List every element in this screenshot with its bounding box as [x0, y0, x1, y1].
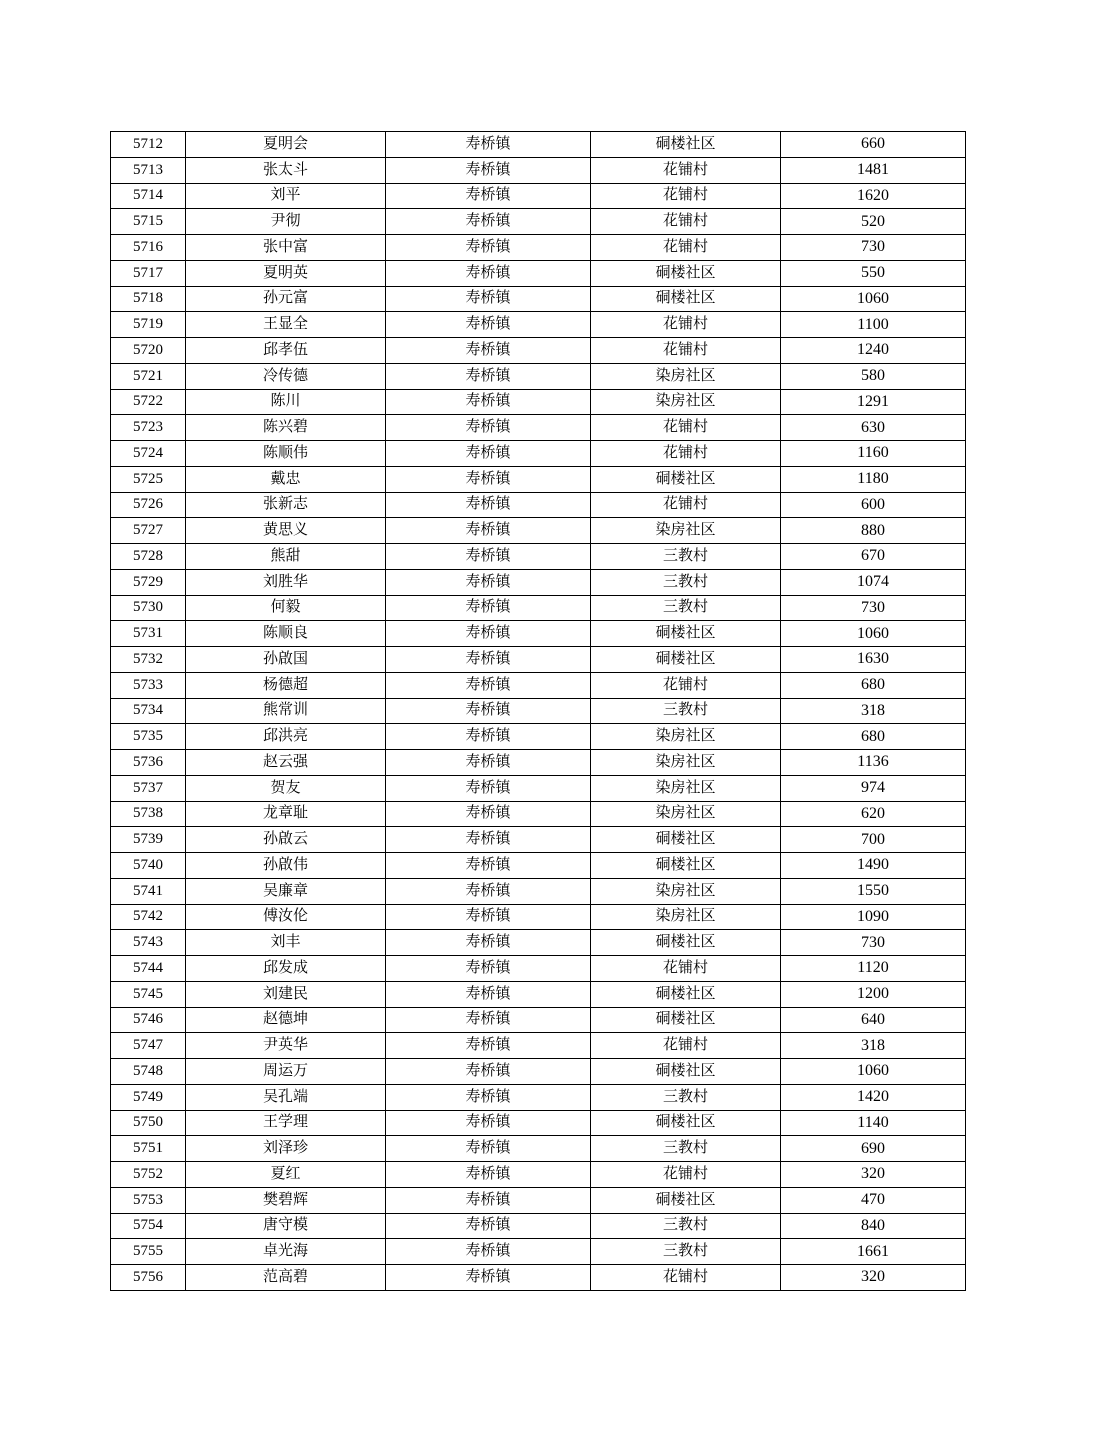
town-cell: 寿桥镇 [386, 775, 591, 801]
table-row [111, 157, 966, 183]
amount-cell: 680 [781, 724, 966, 750]
id-cell: 5725 [111, 466, 186, 492]
town-cell: 寿桥镇 [386, 1213, 591, 1239]
id-cell: 5748 [111, 1059, 186, 1085]
id-cell: 5730 [111, 595, 186, 621]
id-cell: 5746 [111, 1007, 186, 1033]
town-cell: 寿桥镇 [386, 647, 591, 673]
name-cell: 吴廉章 [186, 878, 386, 904]
table-row [111, 930, 966, 956]
id-cell: 5755 [111, 1239, 186, 1265]
village-cell: 花铺村 [591, 1265, 781, 1291]
amount-cell: 318 [781, 1033, 966, 1059]
table-row [111, 209, 966, 235]
village-cell: 硐楼社区 [591, 466, 781, 492]
id-cell: 5728 [111, 544, 186, 570]
id-cell: 5753 [111, 1187, 186, 1213]
amount-cell: 1200 [781, 981, 966, 1007]
town-cell: 寿桥镇 [386, 595, 591, 621]
village-cell: 花铺村 [591, 1033, 781, 1059]
town-cell: 寿桥镇 [386, 312, 591, 338]
town-cell: 寿桥镇 [386, 750, 591, 776]
town-cell: 寿桥镇 [386, 183, 591, 209]
village-cell: 染房社区 [591, 775, 781, 801]
name-cell: 陈兴碧 [186, 415, 386, 441]
id-cell: 5736 [111, 750, 186, 776]
amount-cell: 840 [781, 1213, 966, 1239]
town-cell: 寿桥镇 [386, 441, 591, 467]
table-row [111, 981, 966, 1007]
town-cell: 寿桥镇 [386, 286, 591, 312]
amount-cell: 1291 [781, 389, 966, 415]
table-row [111, 312, 966, 338]
name-cell: 刘平 [186, 183, 386, 209]
village-cell: 染房社区 [591, 724, 781, 750]
town-cell: 寿桥镇 [386, 801, 591, 827]
id-cell: 5734 [111, 698, 186, 724]
village-cell: 花铺村 [591, 956, 781, 982]
amount-cell: 730 [781, 930, 966, 956]
id-cell: 5745 [111, 981, 186, 1007]
village-cell: 花铺村 [591, 1162, 781, 1188]
table-row [111, 235, 966, 261]
name-cell: 傅汝伦 [186, 904, 386, 930]
name-cell: 卓光海 [186, 1239, 386, 1265]
name-cell: 张太斗 [186, 157, 386, 183]
amount-cell: 640 [781, 1007, 966, 1033]
table-row [111, 1110, 966, 1136]
table-row [111, 363, 966, 389]
amount-cell: 470 [781, 1187, 966, 1213]
name-cell: 夏明英 [186, 260, 386, 286]
town-cell: 寿桥镇 [386, 1007, 591, 1033]
village-cell: 花铺村 [591, 235, 781, 261]
table-row [111, 1265, 966, 1291]
id-cell: 5740 [111, 853, 186, 879]
village-cell: 染房社区 [591, 878, 781, 904]
town-cell: 寿桥镇 [386, 363, 591, 389]
town-cell: 寿桥镇 [386, 466, 591, 492]
town-cell: 寿桥镇 [386, 1033, 591, 1059]
village-cell: 三教村 [591, 1136, 781, 1162]
town-cell: 寿桥镇 [386, 389, 591, 415]
id-cell: 5735 [111, 724, 186, 750]
amount-cell: 580 [781, 363, 966, 389]
amount-cell: 1661 [781, 1239, 966, 1265]
village-cell: 染房社区 [591, 389, 781, 415]
town-cell: 寿桥镇 [386, 209, 591, 235]
village-cell: 硐楼社区 [591, 132, 781, 158]
village-cell: 三教村 [591, 544, 781, 570]
table-row [111, 260, 966, 286]
id-cell: 5744 [111, 956, 186, 982]
village-cell: 三教村 [591, 1213, 781, 1239]
town-cell: 寿桥镇 [386, 569, 591, 595]
town-cell: 寿桥镇 [386, 672, 591, 698]
name-cell: 刘丰 [186, 930, 386, 956]
village-cell: 硐楼社区 [591, 621, 781, 647]
table-row [111, 621, 966, 647]
village-cell: 染房社区 [591, 801, 781, 827]
table-row [111, 878, 966, 904]
town-cell: 寿桥镇 [386, 492, 591, 518]
name-cell: 刘胜华 [186, 569, 386, 595]
name-cell: 刘泽珍 [186, 1136, 386, 1162]
table-row [111, 750, 966, 776]
amount-cell: 1240 [781, 338, 966, 364]
table-row [111, 956, 966, 982]
id-cell: 5726 [111, 492, 186, 518]
name-cell: 张新志 [186, 492, 386, 518]
id-cell: 5722 [111, 389, 186, 415]
table-row [111, 672, 966, 698]
name-cell: 赵云强 [186, 750, 386, 776]
table-row [111, 724, 966, 750]
name-cell: 樊碧辉 [186, 1187, 386, 1213]
table-row [111, 415, 966, 441]
amount-cell: 1490 [781, 853, 966, 879]
id-cell: 5738 [111, 801, 186, 827]
village-cell: 硐楼社区 [591, 853, 781, 879]
table-row [111, 1007, 966, 1033]
id-cell: 5739 [111, 827, 186, 853]
village-cell: 三教村 [591, 595, 781, 621]
amount-cell: 630 [781, 415, 966, 441]
id-cell: 5723 [111, 415, 186, 441]
name-cell: 黄思义 [186, 518, 386, 544]
amount-cell: 1140 [781, 1110, 966, 1136]
id-cell: 5742 [111, 904, 186, 930]
town-cell: 寿桥镇 [386, 157, 591, 183]
amount-cell: 1100 [781, 312, 966, 338]
table-row [111, 775, 966, 801]
town-cell: 寿桥镇 [386, 621, 591, 647]
amount-cell: 1060 [781, 286, 966, 312]
name-cell: 尹英华 [186, 1033, 386, 1059]
name-cell: 孙啟伟 [186, 853, 386, 879]
village-cell: 花铺村 [591, 441, 781, 467]
id-cell: 5732 [111, 647, 186, 673]
amount-cell: 1060 [781, 1059, 966, 1085]
id-cell: 5718 [111, 286, 186, 312]
name-cell: 王学理 [186, 1110, 386, 1136]
town-cell: 寿桥镇 [386, 904, 591, 930]
table-row [111, 698, 966, 724]
name-cell: 吴孔端 [186, 1084, 386, 1110]
village-cell: 花铺村 [591, 492, 781, 518]
id-cell: 5747 [111, 1033, 186, 1059]
town-cell: 寿桥镇 [386, 878, 591, 904]
amount-cell: 600 [781, 492, 966, 518]
table-row [111, 389, 966, 415]
id-cell: 5752 [111, 1162, 186, 1188]
id-cell: 5715 [111, 209, 186, 235]
name-cell: 尹彻 [186, 209, 386, 235]
amount-cell: 520 [781, 209, 966, 235]
name-cell: 周运万 [186, 1059, 386, 1085]
town-cell: 寿桥镇 [386, 827, 591, 853]
id-cell: 5714 [111, 183, 186, 209]
amount-cell: 880 [781, 518, 966, 544]
amount-cell: 730 [781, 235, 966, 261]
village-cell: 硐楼社区 [591, 827, 781, 853]
amount-cell: 680 [781, 672, 966, 698]
table-row [111, 1213, 966, 1239]
town-cell: 寿桥镇 [386, 235, 591, 261]
village-cell: 三教村 [591, 698, 781, 724]
village-cell: 硐楼社区 [591, 981, 781, 1007]
id-cell: 5717 [111, 260, 186, 286]
town-cell: 寿桥镇 [386, 544, 591, 570]
table-row [111, 518, 966, 544]
id-cell: 5754 [111, 1213, 186, 1239]
id-cell: 5731 [111, 621, 186, 647]
id-cell: 5729 [111, 569, 186, 595]
name-cell: 杨德超 [186, 672, 386, 698]
village-cell: 硐楼社区 [591, 260, 781, 286]
town-cell: 寿桥镇 [386, 1084, 591, 1110]
town-cell: 寿桥镇 [386, 981, 591, 1007]
name-cell: 张中富 [186, 235, 386, 261]
name-cell: 赵德坤 [186, 1007, 386, 1033]
town-cell: 寿桥镇 [386, 1187, 591, 1213]
name-cell: 陈顺良 [186, 621, 386, 647]
table-row [111, 904, 966, 930]
table-body [111, 132, 966, 1291]
village-cell: 染房社区 [591, 750, 781, 776]
name-cell: 何毅 [186, 595, 386, 621]
name-cell: 邱洪亮 [186, 724, 386, 750]
town-cell: 寿桥镇 [386, 724, 591, 750]
table-row [111, 466, 966, 492]
id-cell: 5751 [111, 1136, 186, 1162]
village-cell: 硐楼社区 [591, 286, 781, 312]
amount-cell: 690 [781, 1136, 966, 1162]
table-row [111, 544, 966, 570]
id-cell: 5733 [111, 672, 186, 698]
table-row [111, 647, 966, 673]
amount-cell: 700 [781, 827, 966, 853]
village-cell: 花铺村 [591, 183, 781, 209]
town-cell: 寿桥镇 [386, 1239, 591, 1265]
table-row [111, 286, 966, 312]
id-cell: 5743 [111, 930, 186, 956]
name-cell: 贺友 [186, 775, 386, 801]
name-cell: 孙啟国 [186, 647, 386, 673]
id-cell: 5741 [111, 878, 186, 904]
village-cell: 硐楼社区 [591, 1059, 781, 1085]
amount-cell: 1136 [781, 750, 966, 776]
id-cell: 5756 [111, 1265, 186, 1291]
town-cell: 寿桥镇 [386, 1162, 591, 1188]
amount-cell: 1550 [781, 878, 966, 904]
village-cell: 花铺村 [591, 338, 781, 364]
village-cell: 花铺村 [591, 157, 781, 183]
amount-cell: 1481 [781, 157, 966, 183]
amount-cell: 1420 [781, 1084, 966, 1110]
data-table [110, 131, 966, 1291]
town-cell: 寿桥镇 [386, 518, 591, 544]
table-row [111, 827, 966, 853]
amount-cell: 318 [781, 698, 966, 724]
table-row [111, 853, 966, 879]
town-cell: 寿桥镇 [386, 132, 591, 158]
town-cell: 寿桥镇 [386, 1059, 591, 1085]
id-cell: 5750 [111, 1110, 186, 1136]
amount-cell: 1160 [781, 441, 966, 467]
name-cell: 陈顺伟 [186, 441, 386, 467]
amount-cell: 1090 [781, 904, 966, 930]
town-cell: 寿桥镇 [386, 853, 591, 879]
town-cell: 寿桥镇 [386, 1265, 591, 1291]
name-cell: 邱发成 [186, 956, 386, 982]
name-cell: 陈川 [186, 389, 386, 415]
id-cell: 5719 [111, 312, 186, 338]
name-cell: 孙啟云 [186, 827, 386, 853]
table-row [111, 132, 966, 158]
town-cell: 寿桥镇 [386, 698, 591, 724]
name-cell: 王显全 [186, 312, 386, 338]
name-cell: 熊甜 [186, 544, 386, 570]
amount-cell: 974 [781, 775, 966, 801]
table-row [111, 1239, 966, 1265]
table-row [111, 1162, 966, 1188]
name-cell: 夏明会 [186, 132, 386, 158]
village-cell: 染房社区 [591, 904, 781, 930]
village-cell: 三教村 [591, 1084, 781, 1110]
name-cell: 熊常训 [186, 698, 386, 724]
table-row [111, 595, 966, 621]
id-cell: 5721 [111, 363, 186, 389]
table-row [111, 801, 966, 827]
name-cell: 孙元富 [186, 286, 386, 312]
amount-cell: 1120 [781, 956, 966, 982]
town-cell: 寿桥镇 [386, 930, 591, 956]
amount-cell: 1620 [781, 183, 966, 209]
id-cell: 5737 [111, 775, 186, 801]
amount-cell: 1060 [781, 621, 966, 647]
village-cell: 花铺村 [591, 672, 781, 698]
town-cell: 寿桥镇 [386, 1110, 591, 1136]
name-cell: 刘建民 [186, 981, 386, 1007]
id-cell: 5749 [111, 1084, 186, 1110]
amount-cell: 320 [781, 1265, 966, 1291]
amount-cell: 1180 [781, 466, 966, 492]
amount-cell: 320 [781, 1162, 966, 1188]
table-row [111, 1187, 966, 1213]
name-cell: 唐守模 [186, 1213, 386, 1239]
village-cell: 硐楼社区 [591, 1187, 781, 1213]
village-cell: 染房社区 [591, 363, 781, 389]
village-cell: 硐楼社区 [591, 647, 781, 673]
id-cell: 5712 [111, 132, 186, 158]
name-cell: 龙章耻 [186, 801, 386, 827]
amount-cell: 660 [781, 132, 966, 158]
village-cell: 花铺村 [591, 209, 781, 235]
town-cell: 寿桥镇 [386, 956, 591, 982]
town-cell: 寿桥镇 [386, 1136, 591, 1162]
amount-cell: 730 [781, 595, 966, 621]
village-cell: 三教村 [591, 569, 781, 595]
table-row [111, 441, 966, 467]
table-row [111, 569, 966, 595]
amount-cell: 1630 [781, 647, 966, 673]
village-cell: 染房社区 [591, 518, 781, 544]
id-cell: 5720 [111, 338, 186, 364]
name-cell: 范高碧 [186, 1265, 386, 1291]
id-cell: 5724 [111, 441, 186, 467]
village-cell: 硐楼社区 [591, 930, 781, 956]
town-cell: 寿桥镇 [386, 260, 591, 286]
table-row [111, 1033, 966, 1059]
table-row [111, 183, 966, 209]
amount-cell: 1074 [781, 569, 966, 595]
amount-cell: 670 [781, 544, 966, 570]
town-cell: 寿桥镇 [386, 415, 591, 441]
table-row [111, 1059, 966, 1085]
id-cell: 5727 [111, 518, 186, 544]
village-cell: 花铺村 [591, 312, 781, 338]
table-row [111, 1084, 966, 1110]
id-cell: 5713 [111, 157, 186, 183]
name-cell: 夏红 [186, 1162, 386, 1188]
name-cell: 冷传德 [186, 363, 386, 389]
table-row [111, 492, 966, 518]
town-cell: 寿桥镇 [386, 338, 591, 364]
table-row [111, 338, 966, 364]
village-cell: 硐楼社区 [591, 1110, 781, 1136]
amount-cell: 620 [781, 801, 966, 827]
name-cell: 邱孝伍 [186, 338, 386, 364]
village-cell: 三教村 [591, 1239, 781, 1265]
village-cell: 硐楼社区 [591, 1007, 781, 1033]
amount-cell: 550 [781, 260, 966, 286]
name-cell: 戴忠 [186, 466, 386, 492]
table-row [111, 1136, 966, 1162]
village-cell: 花铺村 [591, 415, 781, 441]
id-cell: 5716 [111, 235, 186, 261]
